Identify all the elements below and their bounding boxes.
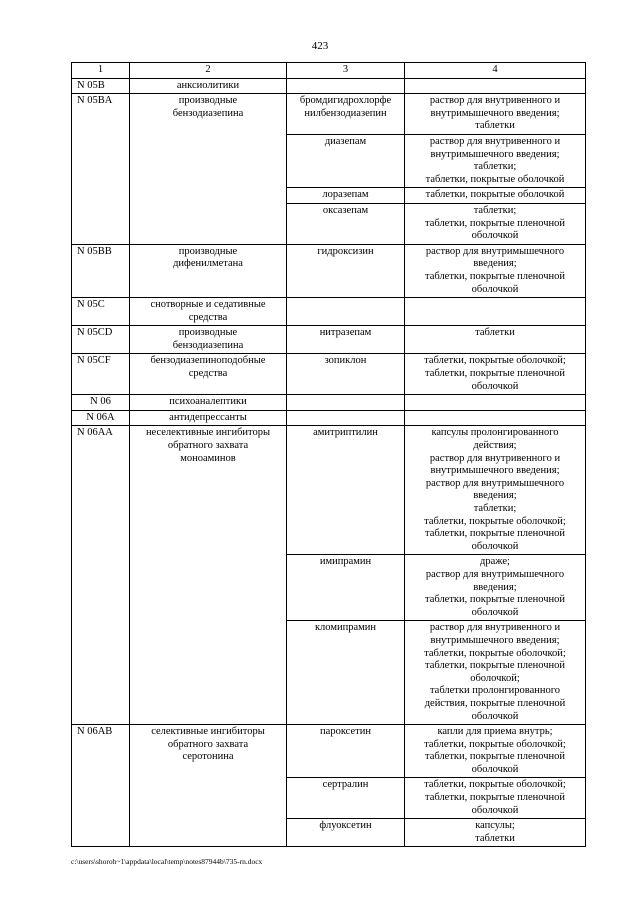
group-name-line: средства: [188, 368, 228, 380]
drug-name-line: оксазепам: [322, 204, 369, 216]
drug-name-cell: [287, 94, 405, 135]
dosage-form-cell: [405, 244, 586, 297]
dosage-form-line: оболочкой: [471, 230, 519, 242]
group-name-cell: [130, 94, 287, 245]
file-path-footer: c:\users\shoroh~1\appdata\local\temp\notes87944b\735-rn.docx: [71, 857, 263, 866]
group-name-cell: [130, 410, 287, 426]
group-name-cell: [130, 326, 287, 354]
drug-name-line: нитразепам: [319, 327, 372, 339]
drug-name-cell: [287, 203, 405, 244]
table-row: [72, 725, 586, 778]
dosage-form-line: оболочкой: [471, 283, 519, 295]
drug-name-cell: [287, 354, 405, 395]
dosage-form-line: таблетки, покрытые оболочкой: [425, 173, 565, 185]
atc-code-cell: N 06A: [72, 410, 130, 426]
dosage-form-line: драже;: [480, 556, 510, 568]
drug-name-line: зопиклон: [324, 355, 367, 367]
header-cell-1: 1: [72, 63, 130, 79]
group-name-line: производные: [178, 327, 238, 339]
dosage-form-line: таблетки;: [473, 161, 517, 173]
dosage-form-line: таблетки;: [473, 204, 517, 216]
group-name-line: обратного захвата: [167, 440, 249, 452]
atc-code-cell: N 05CF: [72, 354, 130, 395]
dosage-form-line: раствор для внутривенного и: [429, 452, 561, 464]
dosage-form-line: таблетки, покрытые оболочкой;: [424, 515, 566, 527]
dosage-form-line: оболочкой: [471, 380, 519, 392]
dosage-form-line: внутримышечного введения;: [430, 148, 560, 160]
page-number: 423: [311, 40, 329, 52]
table-row: [72, 395, 586, 411]
dosage-form-line: раствор для внутривенного и: [429, 622, 561, 634]
group-name-line: бензодиазепина: [172, 107, 244, 119]
dosage-form-line: введения;: [473, 490, 517, 502]
dosage-form-line: действия;: [473, 440, 517, 452]
drug-name-cell: [287, 555, 405, 621]
group-name-line: дифенилметана: [173, 258, 243, 270]
table-row: [72, 78, 586, 94]
dosage-form-line: оболочкой: [471, 540, 519, 552]
dosage-form-cell: [405, 819, 586, 847]
dosage-form-line: капсулы;: [475, 820, 515, 832]
drug-name-line: нилбензодиазепин: [304, 107, 387, 119]
atc-code-cell: N 05B: [72, 78, 130, 94]
dosage-form-line: оболочкой: [471, 804, 519, 816]
group-name-line: серотонина: [182, 751, 234, 763]
group-name-line: обратного захвата: [167, 738, 249, 750]
dosage-form-line: капсулы пролонгированного: [431, 427, 559, 439]
dosage-form-line: раствор для внутримышечного: [425, 245, 565, 257]
group-name-cell: [130, 354, 287, 395]
atc-code-cell: N 05BB: [72, 244, 130, 297]
table-row: [72, 426, 586, 555]
dosage-form-line: таблетки, покрытые оболочкой;: [424, 355, 566, 367]
dosage-form-line: внутримышечного введения;: [430, 465, 560, 477]
dosage-form-line: таблетки, покрытые пленочной: [424, 594, 565, 606]
drug-name-cell: [287, 725, 405, 778]
dosage-form-cell: [405, 134, 586, 187]
dosage-form-line: таблетки, покрытые оболочкой;: [424, 647, 566, 659]
dosage-form-cell: [405, 298, 586, 326]
dosage-form-line: таблетки, покрытые пленочной: [424, 660, 565, 672]
group-name-line: средства: [188, 311, 228, 323]
group-name-line: психоаналептики: [169, 396, 247, 408]
dosage-form-cell: [405, 188, 586, 204]
group-name-cell: [130, 395, 287, 411]
header-cell-2: 2: [130, 63, 287, 79]
atc-code-cell: N 05CD: [72, 326, 130, 354]
dosage-form-cell: [405, 725, 586, 778]
table-row: [72, 94, 586, 135]
dosage-form-line: таблетки, покрытые пленочной: [424, 528, 565, 540]
table-row: [72, 354, 586, 395]
group-name-line: производные: [178, 95, 238, 107]
dosage-form-line: раствор для внутривенного и: [429, 135, 561, 147]
dosage-form-line: введения;: [473, 258, 517, 270]
group-name-cell: [130, 725, 287, 847]
dosage-form-cell: [405, 354, 586, 395]
dosage-form-line: таблетки;: [473, 503, 517, 514]
group-name-cell: [130, 244, 287, 297]
dosage-form-line: таблетки, покрытые пленочной: [424, 751, 565, 763]
group-name-line: анксиолитики: [176, 79, 240, 91]
drug-name-cell: [287, 244, 405, 297]
drug-name-line: флуоксетин: [319, 820, 372, 832]
header-row: [72, 63, 586, 79]
dosage-form-line: таблетки, покрытые пленочной: [424, 270, 565, 282]
drug-name-cell: [287, 426, 405, 555]
group-name-line: бензодиазепина: [172, 339, 244, 351]
table-body: [72, 78, 586, 847]
dosage-form-cell: [405, 410, 586, 426]
dosage-form-line: таблетки: [475, 120, 515, 132]
dosage-form-cell: [405, 778, 586, 819]
dosage-form-cell: [405, 78, 586, 94]
dosage-form-line: раствор для внутримышечного: [425, 477, 565, 489]
drug-name-line: гидроксизин: [317, 245, 374, 257]
dosage-form-line: таблетки, покрытые оболочкой;: [424, 738, 566, 750]
group-name-line: моноаминов: [180, 452, 236, 464]
drug-name-cell: [287, 410, 405, 426]
drug-name-line: имипрамин: [319, 556, 372, 568]
dosage-form-line: таблетки пролонгированного: [429, 685, 561, 697]
dosage-form-line: таблетки, покрытые пленочной: [424, 792, 565, 804]
atc-code-cell: N 05BA: [72, 94, 130, 245]
table-row: [72, 244, 586, 297]
dosage-form-line: таблетки, покрытые пленочной: [424, 217, 565, 229]
dosage-form-line: раствор для внутримышечного: [425, 568, 565, 580]
drug-name-cell: [287, 819, 405, 847]
drug-name-cell: [287, 621, 405, 725]
dosage-form-line: действия, покрытые пленочной: [424, 697, 566, 709]
dosage-form-cell: [405, 621, 586, 725]
dosage-form-cell: [405, 426, 586, 555]
dosage-form-line: оболочкой: [471, 710, 519, 722]
dosage-form-line: оболочкой: [471, 606, 519, 618]
dosage-form-line: таблетки, покрытые оболочкой;: [424, 779, 566, 791]
group-name-cell: [130, 298, 287, 326]
dosage-form-line: капли для приема внутрь;: [437, 726, 553, 738]
dosage-form-cell: [405, 395, 586, 411]
dosage-form-line: раствор для внутривенного и: [429, 95, 561, 107]
drug-name-cell: [287, 326, 405, 354]
dosage-form-line: таблетки, покрытые оболочкой: [425, 189, 565, 201]
table-row: [72, 298, 586, 326]
atc-code-cell: N 06AB: [72, 725, 130, 847]
group-name-line: селективные ингибиторы: [151, 726, 265, 738]
group-name-line: бензодиазепиноподобные: [150, 355, 266, 367]
drug-name-cell: [287, 395, 405, 411]
header-cell-4: 4: [405, 63, 586, 79]
drug-classification-table: [71, 62, 586, 847]
table-row: [72, 326, 586, 354]
atc-code-cell: N 06AA: [72, 426, 130, 725]
drug-name-cell: [287, 778, 405, 819]
dosage-form-line: введения;: [473, 581, 517, 593]
group-name-line: снотворные и седативные: [150, 299, 266, 311]
drug-name-line: диазепам: [324, 135, 367, 147]
dosage-form-cell: [405, 555, 586, 621]
drug-name-line: сертралин: [322, 779, 369, 791]
group-name-line: производные: [178, 245, 238, 257]
group-name-line: антидепрессанты: [169, 411, 247, 423]
dosage-form-line: внутримышечного введения;: [430, 107, 560, 119]
drug-name-line: бромдигидрохлорфе: [299, 95, 392, 107]
table-row: [72, 410, 586, 426]
drug-name-cell: [287, 134, 405, 187]
group-name-line: неселективные ингибиторы: [145, 427, 271, 439]
group-name-cell: [130, 78, 287, 94]
dosage-form-cell: [405, 203, 586, 244]
atc-code-cell: N 06: [72, 395, 130, 411]
dosage-form-line: оболочкой: [471, 763, 519, 775]
dosage-form-cell: [405, 326, 586, 354]
drug-name-line: пароксетин: [320, 726, 371, 738]
dosage-form-line: таблетки, покрытые пленочной: [424, 368, 565, 380]
dosage-form-line: таблетки: [475, 832, 515, 844]
dosage-form-cell: [405, 94, 586, 135]
group-name-cell: [130, 426, 287, 725]
dosage-form-line: оболочкой;: [470, 672, 520, 684]
drug-name-cell: [287, 78, 405, 94]
drug-name-line: лоразепам: [322, 189, 369, 201]
drug-name-line: амитриптилин: [313, 427, 378, 439]
drug-name-cell: [287, 188, 405, 204]
atc-code-cell: N 05C: [72, 298, 130, 326]
dosage-form-line: таблетки: [475, 327, 515, 339]
drug-name-line: кломипрамин: [314, 622, 377, 634]
header-cell-3: 3: [287, 63, 405, 79]
dosage-form-line: внутримышечного введения;: [430, 634, 560, 646]
drug-name-cell: [287, 298, 405, 326]
